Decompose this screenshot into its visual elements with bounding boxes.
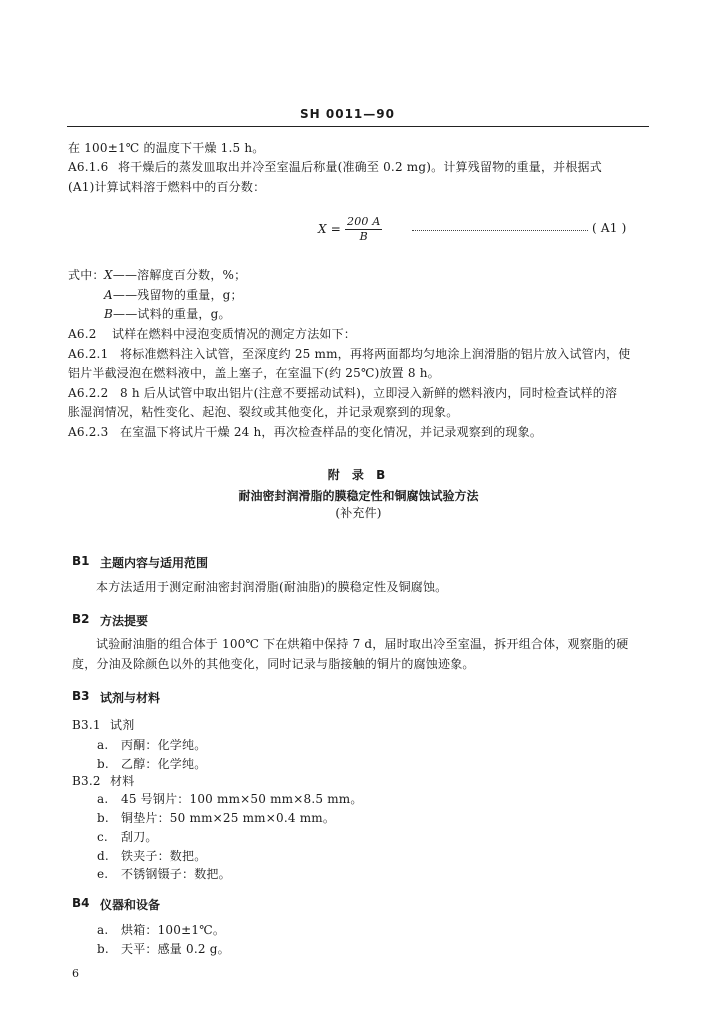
list-item	[97, 737, 206, 753]
list-marker: b.	[97, 757, 109, 771]
list-item	[97, 756, 206, 772]
list-item-text: 烘箱：100±1℃。	[121, 923, 226, 937]
where-item	[104, 306, 231, 322]
list-item	[97, 810, 335, 826]
list-marker: a.	[97, 792, 109, 806]
list-item-text: 刮刀。	[121, 830, 158, 844]
clause-a621-line2: 铝片半截浸泡在燃料液中，盖上塞子，在室温下(约 25℃)放置 8 h。	[68, 366, 440, 380]
list-item-text: 铜垫片：50 mm×25 mm×0.4 mm。	[121, 811, 336, 825]
list-item-text: 天平：感量 0.2 g。	[121, 942, 230, 956]
clause-a616-label: A6.1.6	[68, 160, 109, 174]
list-marker: d.	[97, 849, 109, 863]
clause-a621-label: A6.2.1	[68, 347, 109, 361]
appendix-title: 耐油密封润滑脂的膜稳定性和铜腐蚀试验方法	[238, 489, 479, 503]
subsection-b31-label: B3.1	[72, 718, 101, 732]
clause-a621-line1: 将标准燃料注入试管，至深度约 25 mm，再将两面都均匀地涂上润滑脂的铝片放入试管内，使	[120, 347, 631, 361]
list-item	[97, 941, 230, 957]
list-marker: b.	[97, 942, 109, 956]
list-item-text: 不锈钢镊子：数把。	[121, 867, 231, 881]
clause-a622-label: A6.2.2	[68, 386, 109, 400]
section-b4-title: 仪器和设备	[100, 898, 161, 912]
clause-a622-line2: 胀湿润情况，粘性变化、起泡、裂纹或其他变化，并记录观察到的现象。	[68, 405, 459, 419]
where-intro: 式中：	[68, 268, 105, 282]
list-item-text: 乙醇：化学纯。	[121, 757, 207, 771]
section-b2-line1: 试验耐油脂的组合体于 100℃ 下在烘箱中保持 7 d，届时取出冷至室温，拆开组合体，观察脂的硬	[96, 637, 629, 651]
subsection-b31-title: 试剂	[110, 718, 135, 732]
where-item	[104, 287, 243, 303]
list-item-text: 铁夹子：数把。	[121, 849, 207, 863]
drying-line: 在 100±1℃ 的温度下干燥 1.5 h。	[68, 141, 265, 155]
clause-a62-text: 试样在燃料中浸泡变质情况的测定方法如下：	[112, 327, 357, 341]
where-description: ——残留物的重量，g；	[112, 288, 243, 302]
where-item	[104, 267, 246, 283]
list-marker: b.	[97, 811, 109, 825]
where-symbol: A	[104, 288, 113, 302]
clause-a623-text: 在室温下将试片干燥 24 h，再次检查样品的变化情况，并记录观察到的现象。	[120, 425, 543, 439]
section-b2-title: 方法提要	[100, 614, 149, 628]
formula-denominator: B	[359, 230, 368, 243]
where-symbol: B	[104, 307, 114, 321]
list-marker: a.	[97, 738, 109, 752]
subsection-b32-label: B3.2	[72, 774, 101, 788]
list-item-text: 45 号钢片：100 mm×50 mm×8.5 mm。	[121, 792, 363, 806]
standard-code-header: SH 0011—90	[300, 107, 395, 121]
formula-numerator: 200 A	[347, 215, 381, 228]
list-marker: a.	[97, 923, 109, 937]
clause-a623-label: A6.2.3	[68, 425, 109, 439]
subsection-b32-title: 材料	[110, 774, 135, 788]
formula-lhs: X =	[318, 222, 342, 236]
page-number: 6	[72, 967, 80, 980]
formula-fraction	[345, 215, 382, 244]
formula	[318, 215, 382, 244]
list-item	[97, 791, 363, 807]
list-item-text: 丙酮：化学纯。	[121, 738, 207, 752]
clause-a616-line2: (A1)计算试料溶于燃料中的百分数：	[68, 180, 266, 194]
section-b2-label: B2	[72, 612, 90, 626]
clause-a62-label: A6.2	[68, 327, 97, 341]
list-item	[97, 866, 231, 882]
list-marker: e.	[97, 867, 109, 881]
clause-a616-line1: 将干燥后的蒸发皿取出并冷至室温后称量(准确至 0.2 mg)。计算残留物的重量，并根据式	[118, 160, 602, 174]
list-marker: c.	[97, 830, 108, 844]
appendix-label: 附 录 B	[327, 468, 390, 482]
clause-a622-line1: 8 h 后从试管中取出铝片(注意不要摇动试料)，立即浸入新鲜的燃料液内，同时检查试样的溶	[120, 386, 618, 400]
section-b1-text: 本方法适用于测定耐油密封润滑脂(耐油脂)的膜稳定性及铜腐蚀。	[96, 580, 448, 594]
section-b2-line2: 度，分油及除颜色以外的其他变化，同时记录与脂接触的铜片的腐蚀迹象。	[72, 657, 475, 671]
section-b1-title: 主题内容与适用范围	[100, 556, 209, 570]
where-description: ——试料的重量，g。	[113, 307, 231, 321]
section-b4-label: B4	[72, 896, 90, 910]
header-rule	[67, 126, 649, 127]
formula-equation-number: ( A1 )	[592, 221, 627, 235]
formula-leader-dots	[412, 230, 588, 231]
where-description: ——溶解度百分数，%；	[112, 268, 247, 282]
where-symbol: X	[104, 268, 113, 282]
list-item	[97, 922, 225, 938]
section-b3-label: B3	[72, 689, 90, 703]
list-item	[97, 829, 158, 845]
section-b1-label: B1	[72, 554, 90, 568]
appendix-subtitle: (补充件)	[335, 506, 382, 520]
section-b3-title: 试剂与材料	[100, 691, 161, 705]
list-item	[97, 848, 206, 864]
